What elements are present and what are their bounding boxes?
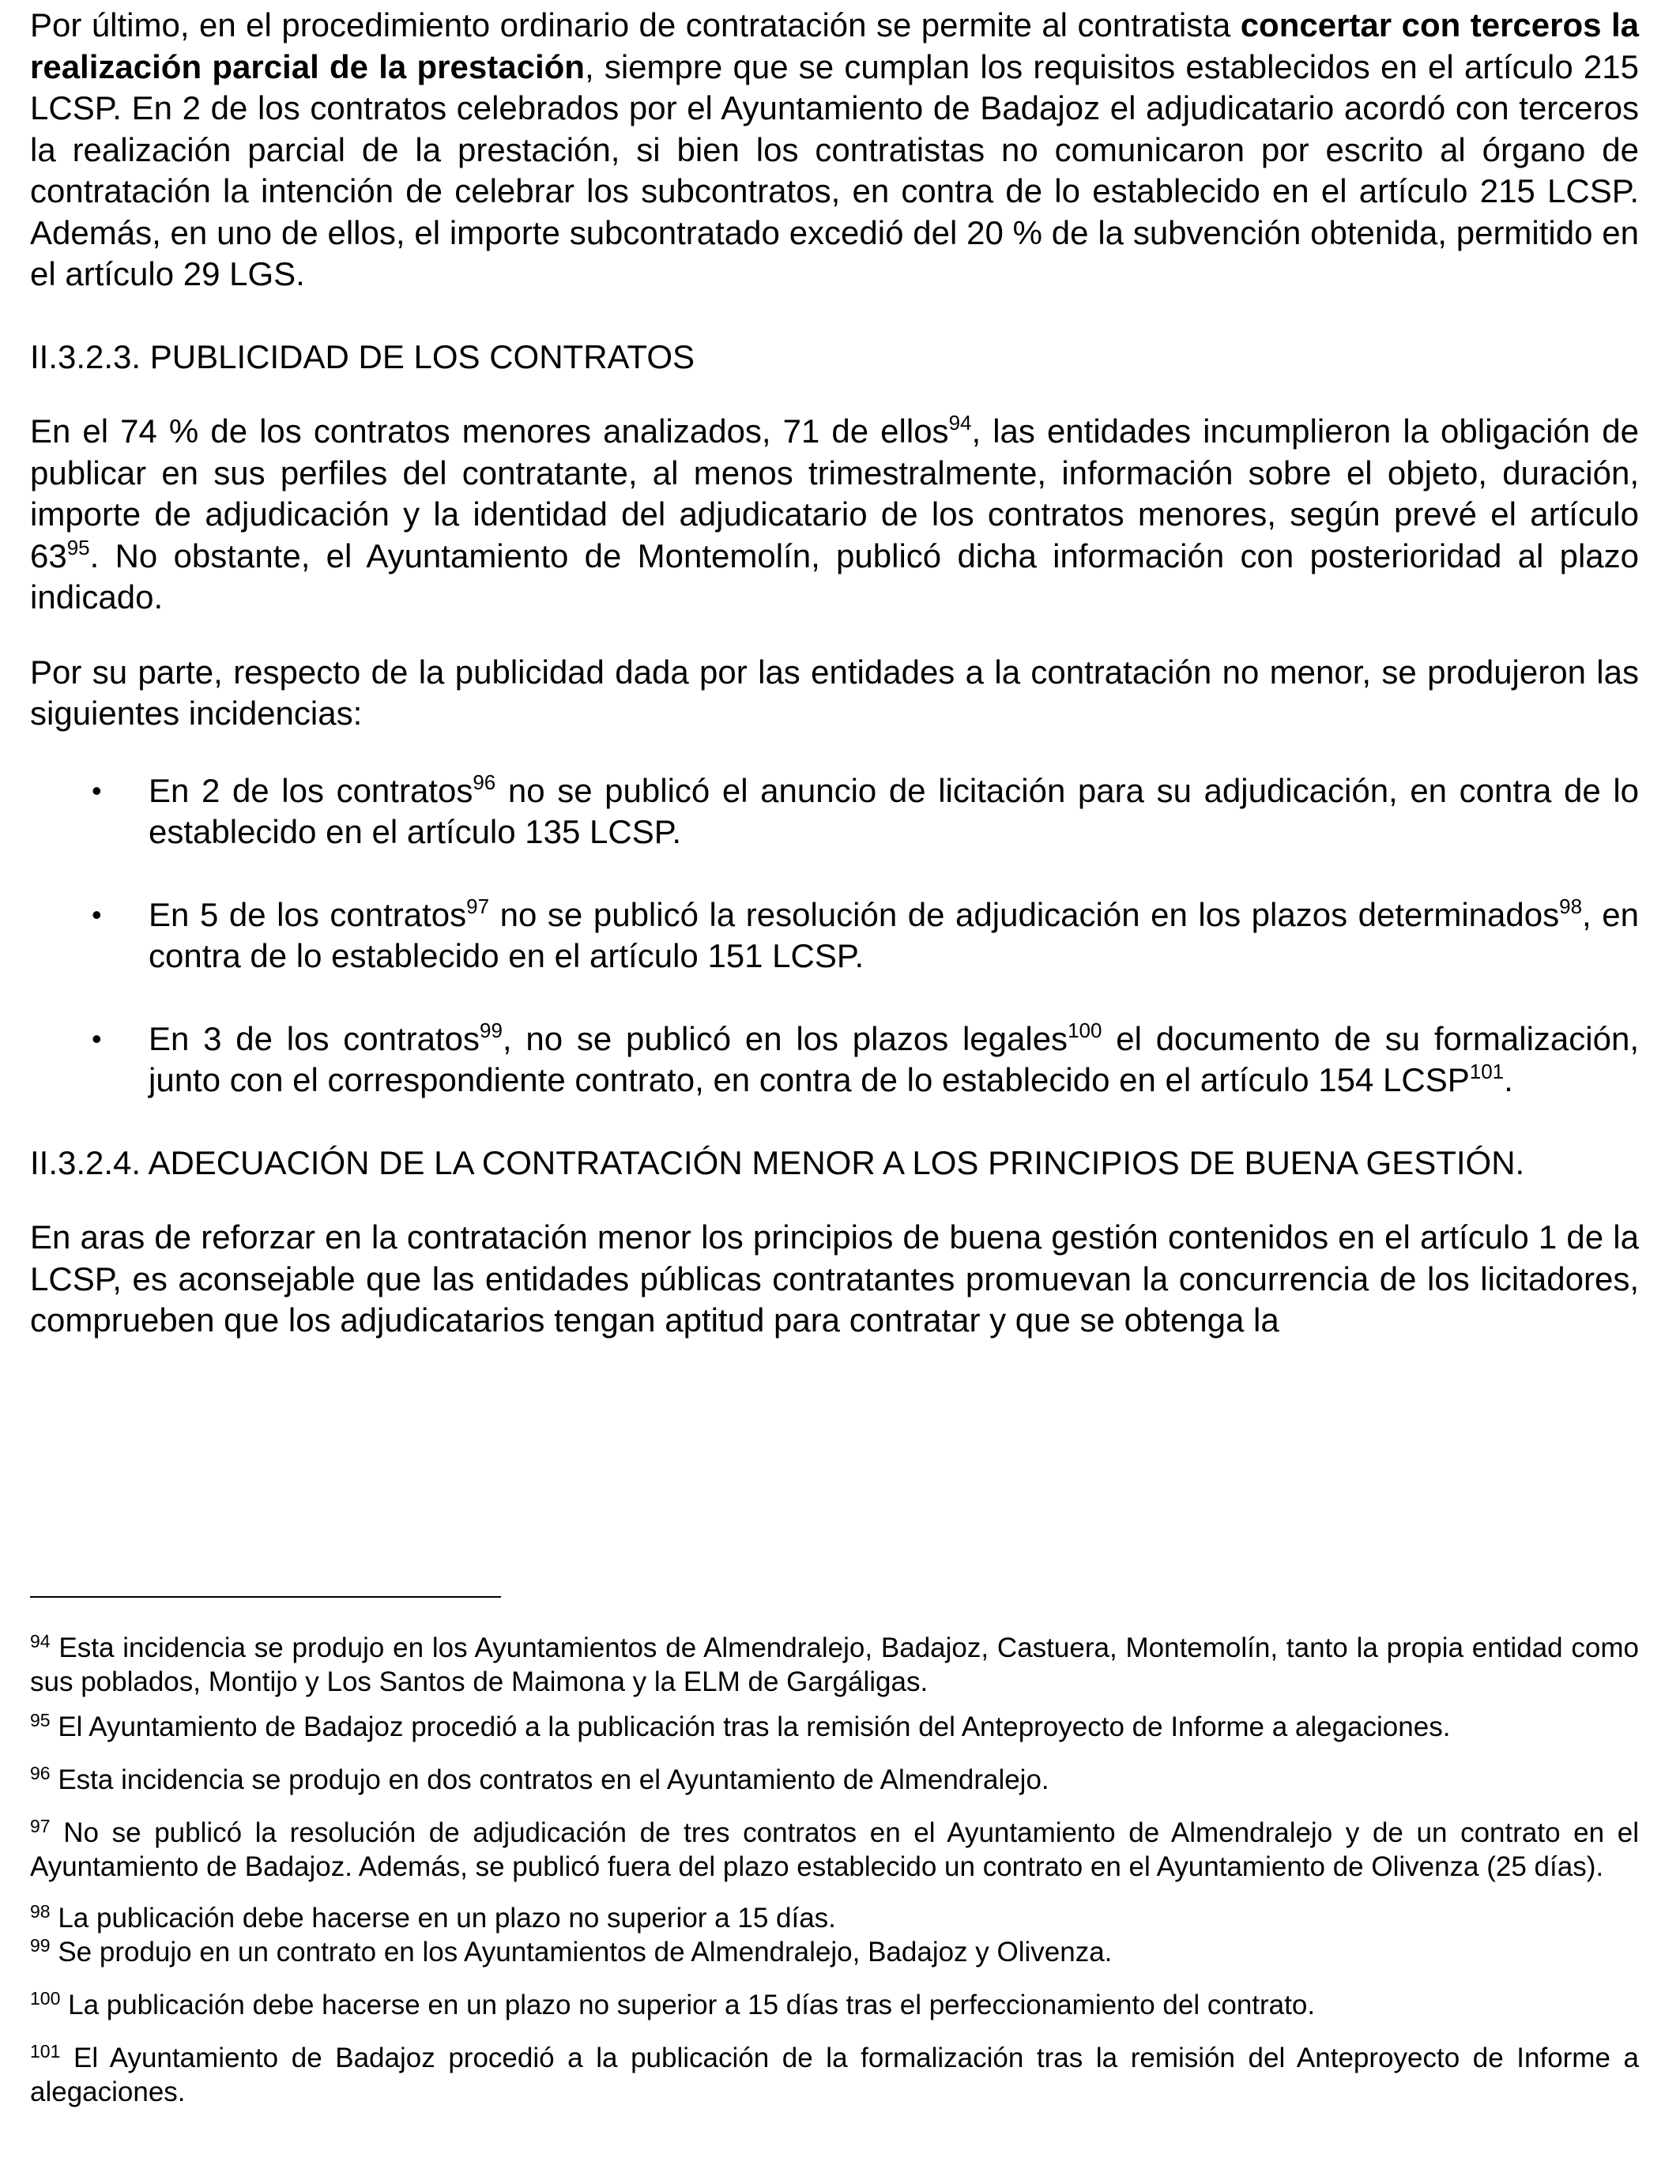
footnote-text: La publicación debe hacerse en un plazo no superior a 15 días.	[50, 1903, 836, 1934]
footnote-number: 100	[30, 1988, 61, 2009]
footnote-number: 98	[30, 1901, 51, 1922]
bold-text: concertar con terceros la realización parcial de la prestación	[30, 6, 1639, 85]
footnote-number: 101	[30, 2041, 61, 2062]
paragraph-no-menor: Por su parte, respecto de la publicidad dada por las entidades a la contratación no menor, se produjeron las siguientes incidencias:	[30, 653, 1639, 732]
text-span: .	[1504, 1061, 1513, 1098]
paragraph-buena-gestion: En aras de reforzar en la contratación menor los principios de buena gestión contenidos en el artículo 1 de la LCSP, es aconsejable que las entidades públicas contratantes promuevan la concurrencia de los licitadores, comprueben que los adjudicatarios tengan aptitud para contratar y que se obtenga la	[30, 1218, 1639, 1339]
footnote-ref[interactable]: 96	[473, 770, 496, 794]
text-span: no se publicó el anuncio de licitación para su adjudicación, en contra de lo establecido en el artículo 135 LCSP.	[149, 771, 1640, 850]
bullet-icon: •	[92, 898, 102, 931]
footnote-95	[30, 1710, 1639, 1744]
text-span: En 2 de los contratos	[149, 771, 473, 809]
list-item	[30, 770, 1639, 853]
text-span: . No obstante, el Ayuntamiento de Montemolín, publicó dicha información con posterioridad al plazo indicado.	[30, 537, 1639, 616]
footnote-number: 94	[30, 1631, 51, 1651]
footnote-number: 97	[30, 1816, 51, 1836]
text-span: , no se publicó en los plazos legales	[502, 1019, 1068, 1057]
text-span: En 5 de los contratos	[149, 895, 467, 933]
text-span: el documento de su formalización, junto con el correspondiente contrato, en contra de lo establecido en el artículo 154 LCSP	[149, 1019, 1639, 1098]
footnotes	[30, 1631, 1639, 2109]
footnote-ref[interactable]: 101	[1469, 1060, 1505, 1083]
footnote-99	[30, 1935, 1639, 1969]
footnote-number: 95	[30, 1710, 51, 1730]
paragraph-contratos-menores	[30, 411, 1639, 619]
footnote-97	[30, 1816, 1639, 1884]
footnote-number: 96	[30, 1763, 51, 1783]
list-item	[30, 894, 1639, 977]
footnote-ref[interactable]: 98	[1559, 894, 1583, 918]
text-span: En el 74 % de los contratos menores analizados, 71 de ellos	[30, 412, 949, 450]
incidencias-list	[30, 770, 1639, 1101]
footnote-text: La publicación debe hacerse en un plazo no superior a 15 días tras el perfeccionamiento del contrato.	[60, 1990, 1316, 2020]
text-span: , las entidades incumplieron la obligación de publicar en sus perfiles del contratante, al menos trimestralmente, información sobre el objeto, duración, importe de adjudicación y la identidad del adjudicatario de los contratos menores, según prevé el artículo 63	[30, 412, 1639, 574]
footnote-101	[30, 2041, 1639, 2109]
footnote-94	[30, 1631, 1639, 1699]
bullet-icon: •	[92, 774, 102, 807]
footnote-separator	[30, 1596, 501, 1598]
text-span: En 3 de los contratos	[149, 1019, 480, 1057]
document-page	[30, 0, 1639, 1342]
text-span: no se publicó la resolución de adjudicación en los plazos determinados	[489, 895, 1560, 933]
footnote-ref[interactable]: 97	[466, 894, 490, 918]
bullet-icon: •	[92, 1022, 102, 1055]
footnote-ref[interactable]: 100	[1068, 1018, 1102, 1042]
list-item	[30, 1019, 1639, 1101]
section-heading-publicidad: II.3.2.3. PUBLICIDAD DE LOS CONTRATOS	[30, 337, 695, 375]
text-span: Por último, en el procedimiento ordinario de contratación se permite al contratista	[30, 6, 1241, 43]
text-span: , siempre que se cumplan los requisitos establecidos en el artículo 215 LCSP. En 2 de los contratos celebrados por el Ayuntamiento de Badajoz el adjudicatario acordó con terceros la realización parcial de la prestación, si bien los contratistas no comunicaron por escrito al órgano de contratación la intención de celebrar los subcontratos, en contra de lo establecido en el artículo 215 LCSP. Además, en uno de ellos, el importe subcontratado excedió del 20 % de la subvención obtenida, permitido en el artículo 29 LGS.	[30, 47, 1639, 292]
footnote-98	[30, 1901, 1639, 1935]
footnote-ref[interactable]: 94	[948, 411, 972, 435]
footnote-text: No se publicó la resolución de adjudicación de tres contratos en el Ayuntamiento de Almendralejo y de un contrato en el Ayuntamiento de Badajoz. Además, se publicó fuera del plazo establecido un contrato en el Ayuntamiento de Olivenza (25 días).	[30, 1817, 1639, 1882]
section-heading-adecuacion: II.3.2.4. ADECUACIÓN DE LA CONTRATACIÓN MENOR A LOS PRINCIPIOS DE BUENA GESTIÓN.	[30, 1143, 1525, 1181]
footnote-ref[interactable]: 99	[479, 1018, 503, 1042]
footnote-ref[interactable]: 95	[66, 535, 90, 559]
footnote-text: El Ayuntamiento de Badajoz procedió a la publicación tras la remisión del Anteproyecto de Informe a alegaciones.	[50, 1711, 1451, 1742]
footnote-100	[30, 1988, 1639, 2022]
paragraph-subcontract	[30, 5, 1639, 296]
footnote-text: Esta incidencia se produjo en los Ayuntamientos de Almendralejo, Badajoz, Castuera, Montemolín, tanto la propia entidad como sus poblados, Montijo y Los Santos de Maimona y la ELM de Gargáligas.	[30, 1632, 1639, 1697]
footnote-text: Se produjo en un contrato en los Ayuntamientos de Almendralejo, Badajoz y Olivenza.	[50, 1937, 1113, 1967]
footnote-96	[30, 1763, 1639, 1797]
footnote-text: El Ayuntamiento de Badajoz procedió a la publicación de la formalización tras la remisión del Anteproyecto de Informe a alegaciones.	[30, 2043, 1639, 2107]
footnote-number: 99	[30, 1935, 51, 1956]
footnote-text: Esta incidencia se produjo en dos contratos en el Ayuntamiento de Almendralejo.	[50, 1764, 1049, 1795]
text-span: , en contra de lo establecido en el artículo 151 LCSP.	[149, 895, 1639, 974]
